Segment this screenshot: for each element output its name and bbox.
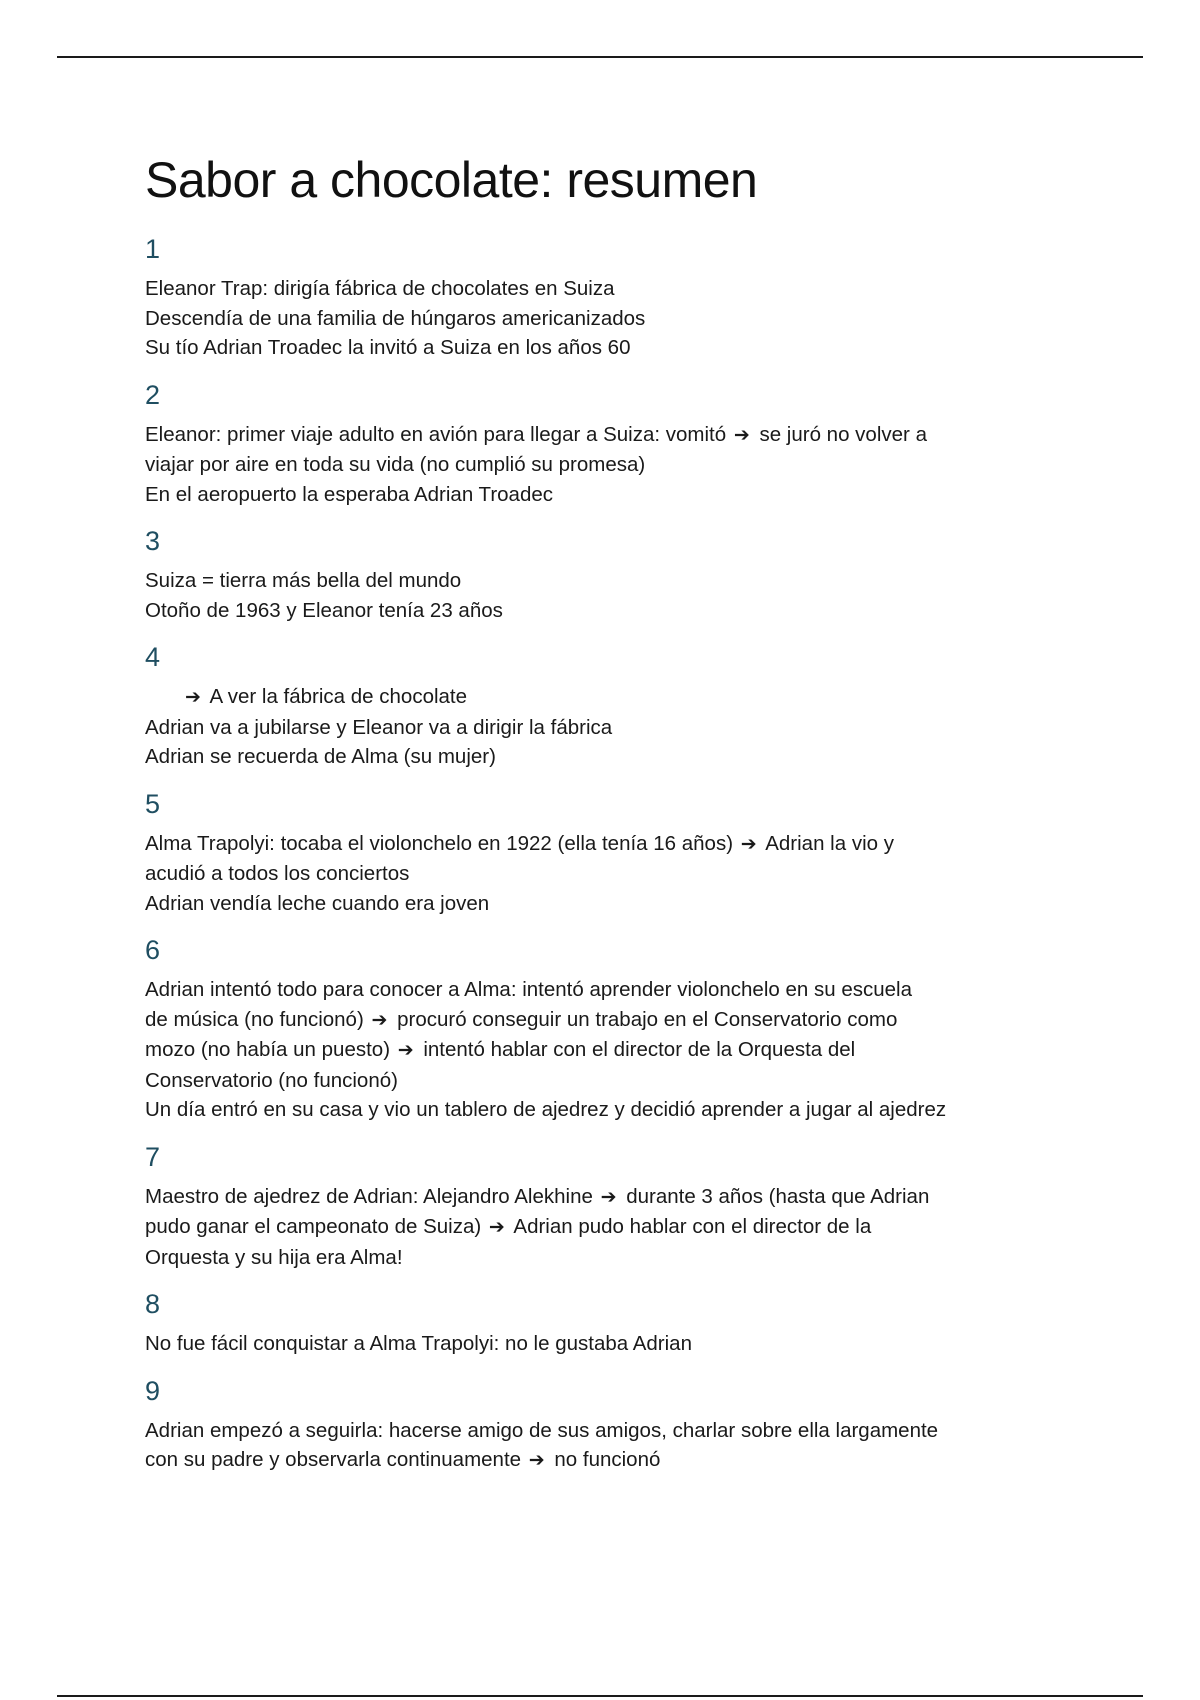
arrow-icon: ➔ (528, 1449, 545, 1471)
text-line: No fue fácil conquistar a Alma Trapolyi: no le gustaba Adrian (145, 1332, 692, 1355)
section-text (145, 1416, 1075, 1476)
section-text (145, 1182, 1075, 1273)
text-line: Su tío Adrian Troadec la invitó a Suiza en los años 60 (145, 336, 631, 359)
page-title: Sabor a chocolate: resumen (145, 152, 758, 208)
section-8 (145, 1287, 1075, 1359)
bottom-rule (57, 1695, 1143, 1697)
text-line: Suiza = tierra más bella del mundo (145, 569, 462, 592)
text-line: ➔ A ver la fábrica de chocolate (145, 682, 1075, 713)
text-line: pudo ganar el campeonato de Suiza) ➔ Adrian pudo hablar con el director de la (145, 1212, 1075, 1243)
text-line: Otoño de 1963 y Eleanor tenía 23 años (145, 598, 503, 622)
section-3 (145, 524, 1075, 625)
section-7 (145, 1140, 1075, 1273)
arrow-icon: ➔ (733, 423, 750, 446)
section-number: 7 (145, 1141, 161, 1172)
text-line: de música (no funcionó) ➔ procuró conseguir un trabajo en el Conservatorio como (145, 1005, 1075, 1036)
section-text (145, 682, 1075, 772)
arrow-icon: ➔ (488, 1216, 505, 1238)
arrow-icon: ➔ (397, 1039, 414, 1061)
arrow-icon: ➔ (740, 832, 757, 855)
section-text (145, 274, 1075, 363)
text-line: Orquesta y su hija era Alma! (145, 1245, 403, 1269)
text-line: con su padre y observarla continuamente ➔ no funcionó (145, 1445, 1075, 1476)
section-number: 8 (145, 1289, 161, 1319)
section-9 (145, 1374, 1075, 1476)
text-line: Un día entró en su casa y vio un tablero de ajedrez y decidió aprender a jugar al ajedrez (145, 1098, 947, 1121)
section-2 (145, 378, 1075, 510)
section-6 (145, 933, 1075, 1125)
section-text (145, 829, 1075, 919)
section-number: 9 (145, 1375, 161, 1406)
sections-container (145, 232, 1075, 1476)
text-line: En el aeropuerto la esperaba Adrian Troadec (145, 482, 553, 506)
text-line: Alma Trapolyi: tocaba el violonchelo en 1922 (ella tenía 16 años) ➔ Adrian la vio y (145, 829, 1075, 860)
text-line: mozo (no había un puesto) ➔ intentó hablar con el director de la Orquesta del (145, 1035, 1075, 1066)
section-1 (145, 232, 1075, 363)
arrow-icon: ➔ (371, 1008, 388, 1031)
text-line: Descendía de una familia de húngaros americanizados (145, 306, 646, 330)
text-line: Adrian intentó todo para conocer a Alma: intentó aprender violonchelo en su escuela (145, 978, 912, 1001)
section-text (145, 1329, 1075, 1359)
section-number: 3 (145, 526, 161, 556)
section-text (145, 975, 1075, 1125)
section-text (145, 566, 1075, 625)
text-line: Adrian vendía leche cuando era joven (145, 891, 490, 915)
section-number: 4 (145, 642, 161, 672)
text-line: Adrian va a jubilarse y Eleanor va a dirigir la fábrica (145, 715, 613, 739)
text-line: viajar por aire en toda su vida (no cumplió su promesa) (145, 453, 646, 476)
section-text (145, 420, 1075, 510)
section-number: 2 (145, 379, 161, 410)
section-number: 6 (145, 935, 161, 965)
text-line: Adrian se recuerda de Alma (su mujer) (145, 745, 496, 768)
arrow-icon: ➔ (600, 1185, 617, 1208)
section-4 (145, 640, 1075, 772)
arrow-icon: ➔ (185, 686, 201, 708)
document-body (145, 148, 1075, 1491)
text-line: Adrian empezó a seguirla: hacerse amigo de sus amigos, charlar sobre ella largamente (145, 1418, 939, 1442)
text-line: acudió a todos los conciertos (145, 862, 410, 885)
text-line: Eleanor Trap: dirigía fábrica de chocolates en Suiza (145, 277, 615, 300)
section-number: 5 (145, 788, 161, 819)
section-number: 1 (145, 234, 161, 264)
text-line: Conservatorio (no funcionó) (145, 1068, 398, 1092)
section-5 (145, 787, 1075, 919)
text-line: Maestro de ajedrez de Adrian: Alejandro Alekhine ➔ durante 3 años (hasta que Adrian (145, 1182, 1075, 1213)
text-line: Eleanor: primer viaje adulto en avión para llegar a Suiza: vomitó ➔ se juró no volver a (145, 420, 1075, 451)
top-rule (57, 56, 1143, 58)
